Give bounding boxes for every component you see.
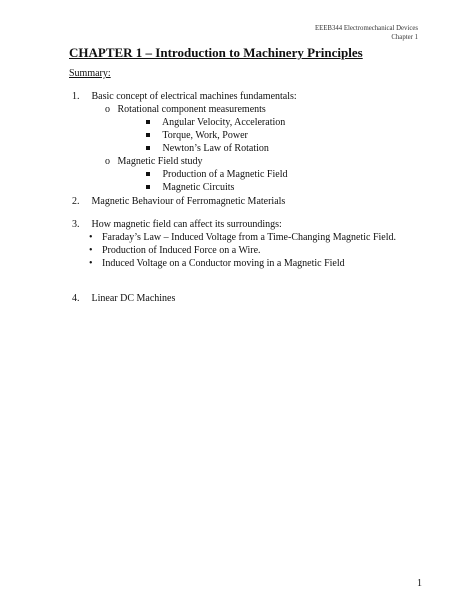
item-number: 4.: [72, 293, 80, 304]
round-bullet-icon: •: [89, 232, 93, 243]
item-number: 1.: [72, 91, 80, 102]
sub-item: [69, 155, 419, 168]
item-number: 2.: [72, 196, 80, 207]
sub-item: [69, 103, 419, 116]
sub-point-text: Magnetic Circuits: [162, 182, 235, 193]
sub-point: [69, 116, 419, 129]
sub-item-text: Magnetic Field study: [117, 156, 203, 167]
circle-bullet-icon: o: [105, 104, 110, 115]
sub-point-text: Production of a Magnetic Field: [162, 169, 288, 180]
bullet-item: [69, 257, 419, 270]
list-item-3: [69, 218, 419, 270]
bullet-text: Production of Induced Force on a Wire.: [102, 245, 261, 256]
chapter-title: CHAPTER 1 – Introduction to Machinery Principles: [69, 45, 363, 60]
sub-point-text: Newton’s Law of Rotation: [162, 143, 269, 154]
square-bullet-icon: [146, 120, 150, 124]
sub-point-text: Angular Velocity, Acceleration: [161, 117, 286, 128]
bullet-text: Induced Voltage on a Conductor moving in a Magnetic Field: [102, 258, 345, 269]
sub-point-text: Torque, Work, Power: [162, 130, 248, 141]
bullet-text: Faraday’s Law – Induced Voltage from a Time-Changing Magnetic Field.: [102, 232, 397, 243]
list-item-2: [69, 195, 419, 208]
item-text: Basic concept of electrical machines fundamentals:: [91, 91, 297, 102]
sub-point: [69, 181, 419, 194]
page-header: [315, 25, 418, 42]
bullet-item: [69, 231, 419, 244]
square-bullet-icon: [146, 146, 150, 150]
sub-point: [69, 142, 419, 155]
circle-bullet-icon: o: [105, 156, 110, 167]
page-number: 1: [417, 578, 422, 589]
item-text: How magnetic field can affect its surroundings:: [91, 219, 282, 230]
item-text: Linear DC Machines: [91, 293, 176, 304]
sub-item-text: Rotational component measurements: [117, 104, 266, 115]
square-bullet-icon: [146, 133, 150, 137]
summary-label: Summary:: [69, 68, 111, 79]
header-chapter: Chapter 1: [391, 33, 418, 41]
round-bullet-icon: •: [89, 245, 93, 256]
header-course: EEEB344 Electromechanical Devices: [314, 25, 418, 32]
square-bullet-icon: [146, 172, 150, 176]
round-bullet-icon: •: [89, 258, 93, 269]
list-item-1: [69, 90, 419, 194]
item-text: Magnetic Behaviour of Ferromagnetic Materials: [91, 196, 286, 207]
square-bullet-icon: [146, 185, 150, 189]
bullet-item: [69, 244, 419, 257]
sub-point: [69, 168, 419, 181]
sub-point: [69, 129, 419, 142]
list-item-4: [69, 292, 419, 305]
item-number: 3.: [72, 219, 80, 230]
